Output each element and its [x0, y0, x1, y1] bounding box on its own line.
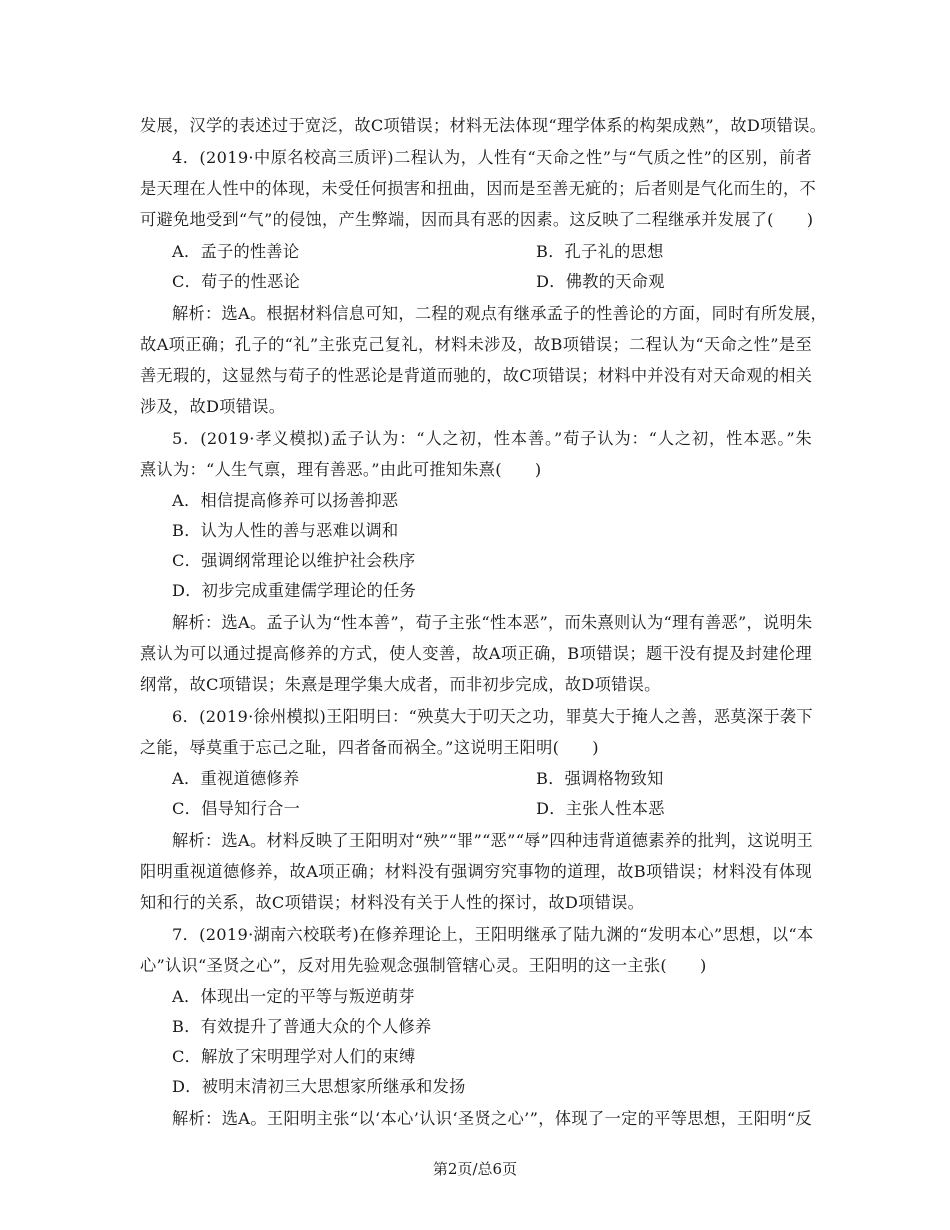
question-4-stem: 4．(2019·中原名校高三质评)二程认为，人性有“天命之性”与“气质之性”的区别，前者	[172, 148, 812, 167]
text-line: 发展，汉学的表述过于宽泛，故C项错误；材料无法体现“理学体系的构架成熟”，故D项错误。	[140, 116, 827, 135]
text-line: 熹认为：“人生气禀，理有善恶。”由此可推知朱熹( )	[140, 460, 542, 479]
q7-option-b: B．有效提升了普通大众的个人修养	[172, 1017, 432, 1036]
q6-analysis: 解析：选A。材料反映了王阳明对“殃”“罪”“恶”“辱”四种违背道德素养的批判，这说明王	[172, 831, 814, 850]
q6-option-a: A．重视道德修养	[172, 769, 300, 788]
question-5-stem: 5．(2019·孝义模拟)孟子认为：“人之初，性本善。”荀子认为：“人之初，性本恶。”朱	[172, 429, 812, 448]
text-line: 可避免地受到“气”的侵蚀，产生弊端，因而具有恶的因素。这反映了二程继承并发展了( )	[140, 210, 814, 229]
question-6-stem: 6．(2019·徐州模拟)王阳明曰：“殃莫大于叨天之功，罪莫大于掩人之善，恶莫深于袭下	[172, 707, 813, 726]
q4-option-c: C．荀子的性恶论	[172, 272, 301, 291]
q4-option-a: A．孟子的性善论	[172, 242, 300, 261]
text-line: 涉及，故D项错误。	[140, 397, 286, 416]
text-line: 故A项正确；孔子的“礼”主张克己复礼，材料未涉及，故B项错误；二程认为“天命之性”是至	[140, 335, 812, 354]
text-line: 纲常，故C项错误；朱熹是理学集大成者，而非初步完成，故D项错误。	[140, 675, 661, 694]
page-footer: 第2页/总6页	[432, 1160, 518, 1178]
q7-option-d: D．被明末清初三大思想家所继承和发扬	[172, 1077, 466, 1096]
q5-option-b: B．认为人性的善与恶难以调和	[172, 521, 399, 540]
text-line: 善无瑕的，这显然与荀子的性恶论是背道而驰的，故C项错误；材料中并没有对天命观的相关	[140, 366, 813, 385]
text-line: 知和行的关系，故C项错误；材料没有关于人性的探讨，故D项错误。	[140, 893, 645, 912]
q6-option-b: B．强调格物致知	[536, 769, 664, 788]
question-7-stem: 7．(2019·湖南六校联考)在修养理论上，王阳明继承了陆九渊的“发明本心”思想，以“本	[172, 925, 814, 944]
q6-option-c: C．倡导知行合一	[172, 799, 301, 818]
q5-analysis: 解析：选A。孟子认为“性本善”，荀子主张“性本恶”，而朱熹则认为“理有善恶”，说明朱	[172, 613, 813, 632]
text-line: 熹认为可以通过提高修养的方式，使人变善，故A项正确，B项错误；题干没有提及封建伦理	[140, 644, 812, 663]
q5-option-c: C．强调纲常理论以维护社会秩序	[172, 551, 416, 570]
q7-option-a: A．体现出一定的平等与叛逆萌芽	[172, 987, 415, 1006]
q4-analysis: 解析：选A。根据材料信息可知，二程的观点有继承孟子的性善论的方面，同时有所发展，	[172, 304, 827, 323]
text-line: 阳明重视道德修养，故A项正确；材料没有强调穷究事物的道理，故B项错误；材料没有体现	[140, 862, 812, 881]
q5-option-d: D．初步完成重建儒学理论的任务	[172, 581, 417, 600]
q7-option-c: C．解放了宋明理学对人们的束缚	[172, 1047, 416, 1066]
q5-option-a: A．相信提高修养可以扬善抑恶	[172, 491, 399, 510]
q6-option-d: D．主张人性本恶	[536, 799, 665, 818]
q4-option-b: B．孔子礼的思想	[536, 242, 664, 261]
q7-analysis: 解析：选A。王阳明主张“以‘本心’认识‘圣贤之心’”，体现了一定的平等思想，王阳明“反	[172, 1109, 812, 1128]
text-line: 心”认识“圣贤之心”，反对用先验观念强制管辖心灵。王阳明的这一主张( )	[140, 956, 707, 975]
text-line: 是天理在人性中的体现，未受任何损害和扭曲，因而是至善无疵的；后者则是气化而生的，不	[140, 179, 816, 198]
q4-option-d: D．佛教的天命观	[536, 272, 665, 291]
text-line: 之能，辱莫重于忘己之耻，四者备而祸全。”这说明王阳明( )	[140, 738, 599, 757]
